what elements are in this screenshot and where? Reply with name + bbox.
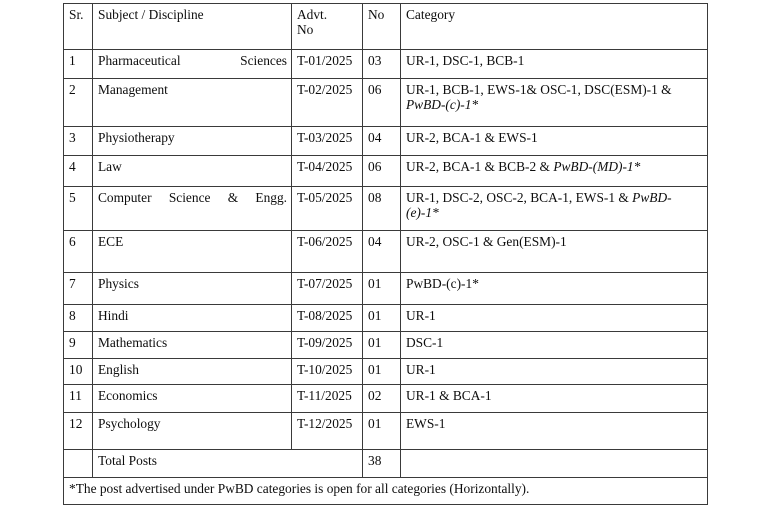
cell-category	[401, 156, 708, 187]
footnote-row	[64, 478, 708, 505]
category-text: DSC-1	[406, 335, 444, 350]
cell-no: 01	[363, 273, 401, 305]
vacancy-table	[63, 3, 708, 505]
total-posts-label: Total Posts	[93, 450, 363, 478]
header-advt-no	[292, 4, 363, 50]
table-row	[64, 156, 708, 187]
total-posts-value: 38	[363, 450, 401, 478]
cell-no: 01	[363, 305, 401, 332]
cell-no: 04	[363, 231, 401, 273]
cell-sr: 11	[64, 385, 93, 413]
table-row	[64, 187, 708, 231]
category-pwbd-text: PwBD-(e)-1*	[406, 190, 672, 221]
cell-no: 03	[363, 50, 401, 79]
total-posts-row	[64, 450, 708, 478]
cell-advt-no: T-01/2025	[292, 50, 363, 79]
category-text: PwBD-(c)-1*	[406, 276, 479, 291]
cell-category	[401, 413, 708, 450]
cell-category	[401, 359, 708, 385]
cell-sr: 5	[64, 187, 93, 231]
table-row	[64, 79, 708, 127]
cell-sr: 9	[64, 332, 93, 359]
cell-category	[401, 187, 708, 231]
cell-advt-no: T-06/2025	[292, 231, 363, 273]
cell-subject: English	[93, 359, 292, 385]
cell-no: 01	[363, 359, 401, 385]
cell-sr: 12	[64, 413, 93, 450]
table-row	[64, 231, 708, 273]
cell-advt-no: T-07/2025	[292, 273, 363, 305]
header-sr: Sr.	[64, 4, 93, 50]
cell-subject: Hindi	[93, 305, 292, 332]
table-row	[64, 359, 708, 385]
header-subject: Subject / Discipline	[93, 4, 292, 50]
cell-category	[401, 332, 708, 359]
cell-advt-no: T-04/2025	[292, 156, 363, 187]
header-advt-line1: Advt.	[297, 7, 328, 22]
cell-sr: 7	[64, 273, 93, 305]
table-row	[64, 385, 708, 413]
cell-advt-no: T-09/2025	[292, 332, 363, 359]
cell-sr: 3	[64, 127, 93, 156]
cell-category	[401, 50, 708, 79]
category-pwbd-text: PwBD-(c)-1*	[406, 97, 479, 113]
cell-category	[401, 385, 708, 413]
table-row	[64, 413, 708, 450]
cell-subject: Pharmaceutical Sciences	[93, 50, 292, 79]
cell-advt-no: T-05/2025	[292, 187, 363, 231]
category-text: UR-1, BCB-1, EWS-1& OSC-1, DSC(ESM)-1 &	[406, 82, 672, 97]
cell-advt-no: T-03/2025	[292, 127, 363, 156]
cell-category	[401, 79, 708, 127]
header-advt-line2: No	[297, 22, 314, 38]
cell-subject: Physiotherapy	[93, 127, 292, 156]
cell-no: 06	[363, 79, 401, 127]
category-text: UR-1 & BCA-1	[406, 388, 492, 403]
cell-no: 01	[363, 332, 401, 359]
cell-advt-no: T-12/2025	[292, 413, 363, 450]
cell-no: 06	[363, 156, 401, 187]
table-row	[64, 273, 708, 305]
cell-sr: 1	[64, 50, 93, 79]
footnote-text: *The post advertised under PwBD categories is open for all categories (Horizontally).	[64, 478, 708, 505]
category-text: UR-1	[406, 308, 436, 323]
cell-advt-no: T-11/2025	[292, 385, 363, 413]
cell-category	[401, 231, 708, 273]
cell-category	[401, 127, 708, 156]
header-no: No	[363, 4, 401, 50]
cell-sr: 8	[64, 305, 93, 332]
cell-sr: 6	[64, 231, 93, 273]
category-text: UR-2, BCA-1 & EWS-1	[406, 130, 538, 145]
category-text: UR-1	[406, 362, 436, 377]
cell-advt-no: T-10/2025	[292, 359, 363, 385]
cell-subject: ECE	[93, 231, 292, 273]
category-text: UR-1, DSC-2, OSC-2, BCA-1, EWS-1 &	[406, 190, 633, 205]
header-category: Category	[401, 4, 708, 50]
cell-advt-no: T-08/2025	[292, 305, 363, 332]
category-pwbd-text: PwBD-(MD)-1*	[553, 159, 641, 174]
category-text: EWS-1	[406, 416, 446, 431]
cell-category	[401, 273, 708, 305]
cell-no: 02	[363, 385, 401, 413]
total-row-sr-cell	[64, 450, 93, 478]
cell-subject: Computer Science & Engg.	[93, 187, 292, 231]
total-row-category-cell	[401, 450, 708, 478]
cell-sr: 10	[64, 359, 93, 385]
table-body	[64, 50, 708, 450]
cell-sr: 2	[64, 79, 93, 127]
cell-subject: Physics	[93, 273, 292, 305]
table-header-row	[64, 4, 708, 50]
cell-subject: Economics	[93, 385, 292, 413]
cell-no: 01	[363, 413, 401, 450]
cell-subject: Psychology	[93, 413, 292, 450]
cell-no: 04	[363, 127, 401, 156]
cell-subject: Management	[93, 79, 292, 127]
table-row	[64, 332, 708, 359]
table-row	[64, 50, 708, 79]
category-text: UR-2, OSC-1 & Gen(ESM)-1	[406, 234, 567, 249]
cell-category	[401, 305, 708, 332]
table-row	[64, 305, 708, 332]
cell-advt-no: T-02/2025	[292, 79, 363, 127]
cell-no: 08	[363, 187, 401, 231]
cell-subject: Law	[93, 156, 292, 187]
table-row	[64, 127, 708, 156]
category-text: UR-2, BCA-1 & BCB-2 &	[406, 159, 554, 174]
cell-sr: 4	[64, 156, 93, 187]
cell-subject: Mathematics	[93, 332, 292, 359]
category-text: UR-1, DSC-1, BCB-1	[406, 53, 525, 68]
